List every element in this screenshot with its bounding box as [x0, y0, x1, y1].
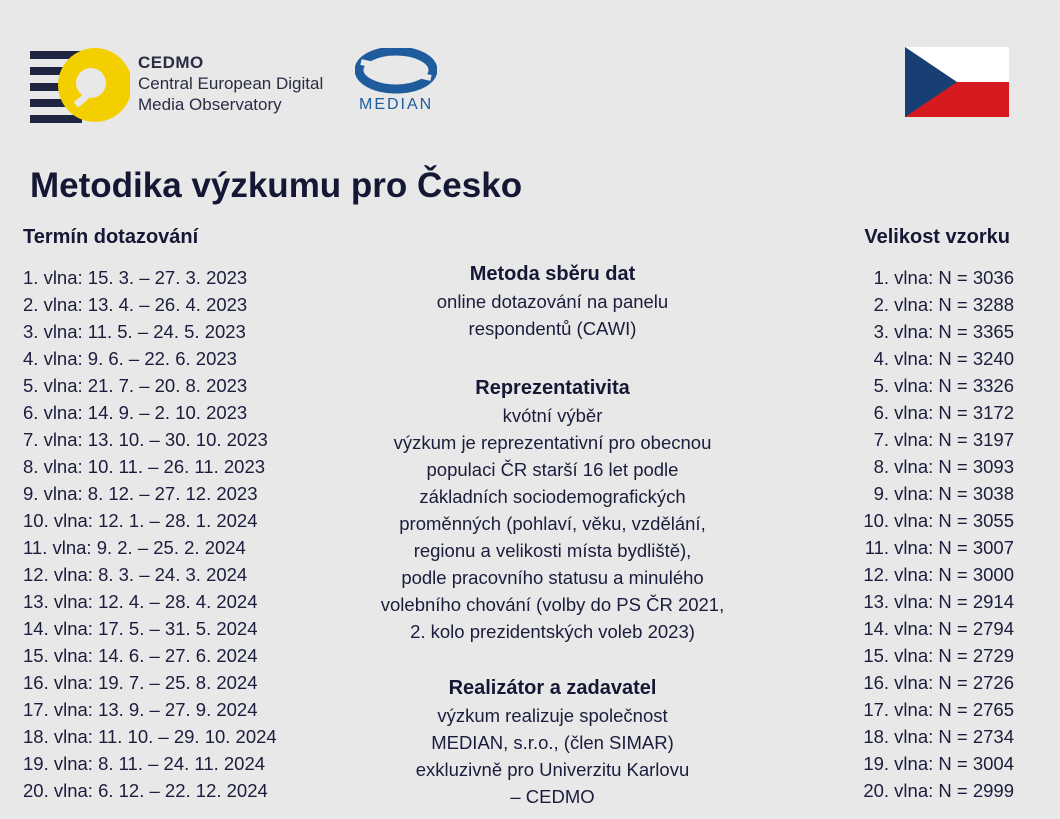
wave-date-item: 15. vlna: 14. 6. – 27. 6. 2024 [23, 645, 258, 666]
cedmo-wordmark [138, 52, 323, 115]
wave-date-item: 5. vlna: 21. 7. – 20. 8. 2023 [23, 375, 248, 396]
wave-date-item: 9. vlna: 8. 12. – 27. 12. 2023 [23, 483, 258, 504]
wave-date-item: 13. vlna: 12. 4. – 28. 4. 2024 [23, 591, 258, 612]
sample-size-item: 16. vlna: N = 2726 [863, 672, 1014, 693]
page-title: Metodika výzkumu pro Česko [30, 166, 523, 205]
wave-date-item: 6. vlna: 14. 9. – 2. 10. 2023 [23, 402, 248, 423]
survey-dates-list [23, 264, 277, 804]
realizer-section [330, 675, 775, 810]
representativeness-heading: Reprezentativita [475, 377, 630, 399]
median-logo [355, 48, 445, 118]
survey-dates-heading: Termín dotazování [23, 226, 199, 248]
realizer-line: výzkum realizuje společnost [437, 705, 668, 726]
sample-size-item: 12. vlna: N = 3000 [863, 564, 1014, 585]
sample-size-item: 1. vlna: N = 3036 [873, 267, 1014, 288]
realizer-heading: Realizátor a zadavatel [448, 677, 657, 699]
wave-date-item: 19. vlna: 8. 11. – 24. 11. 2024 [23, 753, 266, 774]
sample-size-item: 6. vlna: N = 3172 [873, 402, 1014, 423]
representativeness-line: základních sociodemografických [419, 486, 686, 507]
sample-size-item: 19. vlna: N = 3004 [863, 753, 1014, 774]
representativeness-line: 2. kolo prezidentských voleb 2023) [410, 621, 695, 642]
sample-size-item: 20. vlna: N = 2999 [863, 780, 1014, 801]
representativeness-line: proměnných (pohlaví, věku, vzdělání, [399, 513, 706, 534]
wave-date-item: 3. vlna: 11. 5. – 24. 5. 2023 [23, 321, 246, 342]
realizer-line: – CEDMO [510, 786, 595, 807]
representativeness-line: volebního chování (volby do PS ČR 2021, [380, 594, 725, 615]
sample-size-item: 11. vlna: N = 3007 [864, 537, 1014, 558]
sample-size-item: 17. vlna: N = 2765 [863, 699, 1014, 720]
wave-date-item: 18. vlna: 11. 10. – 29. 10. 2024 [23, 726, 277, 747]
sample-size-item: 18. vlna: N = 2734 [863, 726, 1014, 747]
wave-date-item: 17. vlna: 13. 9. – 27. 9. 2024 [23, 699, 258, 720]
method-line: online dotazování na panelu [436, 291, 669, 312]
sample-size-item: 9. vlna: N = 3038 [873, 483, 1014, 504]
cedmo-logo [30, 45, 350, 125]
wave-date-item: 16. vlna: 19. 7. – 25. 8. 2024 [23, 672, 258, 693]
wave-date-item: 1. vlna: 15. 3. – 27. 3. 2023 [23, 267, 248, 288]
median-emblem-icon [355, 48, 437, 94]
sample-size-item: 10. vlna: N = 3055 [863, 510, 1014, 531]
realizer-line: MEDIAN, s.r.o., (člen SIMAR) [431, 732, 674, 753]
sample-size-item: 2. vlna: N = 3288 [873, 294, 1014, 315]
sample-size-item: 7. vlna: N = 3197 [873, 429, 1014, 450]
sample-size-item: 5. vlna: N = 3326 [873, 375, 1014, 396]
wave-date-item: 7. vlna: 13. 10. – 30. 10. 2023 [23, 429, 268, 450]
representativeness-line: kvótní výběr [502, 405, 603, 426]
method-heading: Metoda sběru dat [469, 263, 636, 285]
sample-size-item: 13. vlna: N = 2914 [863, 591, 1014, 612]
representativeness-line: populaci ČR starší 16 let podle [426, 459, 679, 480]
wave-date-item: 11. vlna: 9. 2. – 25. 2. 2024 [23, 537, 246, 558]
method-section [330, 261, 775, 342]
representativeness-line: výzkum je reprezentativní pro obecnou [393, 432, 712, 453]
wave-date-item: 4. vlna: 9. 6. – 22. 6. 2023 [23, 348, 237, 369]
wave-date-item: 14. vlna: 17. 5. – 31. 5. 2024 [23, 618, 258, 639]
wave-date-item: 20. vlna: 6. 12. – 22. 12. 2024 [23, 780, 268, 801]
cedmo-emblem-icon [30, 45, 130, 125]
sample-size-item: 15. vlna: N = 2729 [863, 645, 1014, 666]
sample-size-item: 4. vlna: N = 3240 [873, 348, 1014, 369]
representativeness-section [330, 375, 775, 645]
sample-size-item: 3. vlna: N = 3365 [873, 321, 1014, 342]
wave-date-item: 10. vlna: 12. 1. – 28. 1. 2024 [23, 510, 258, 531]
sample-size-list [863, 264, 1014, 804]
sample-size-item: 8. vlna: N = 3093 [873, 456, 1014, 477]
wave-date-item: 12. vlna: 8. 3. – 24. 3. 2024 [23, 564, 248, 585]
method-line: respondentů (CAWI) [468, 318, 637, 339]
wave-date-item: 8. vlna: 10. 11. – 26. 11. 2023 [23, 456, 266, 477]
cedmo-line-1: Central European Digital [138, 74, 324, 93]
sample-size-heading: Velikost vzorku [864, 226, 1010, 248]
median-wordmark: MEDIAN [359, 96, 434, 113]
sample-size-item: 14. vlna: N = 2794 [863, 618, 1014, 639]
cedmo-brand: CEDMO [138, 53, 204, 72]
representativeness-line: regionu a velikosti místa bydliště), [413, 540, 692, 561]
realizer-line: exkluzivně pro Univerzitu Karlovu [415, 759, 690, 780]
representativeness-line: podle pracovního statusu a minulého [401, 567, 704, 588]
cedmo-line-2: Media Observatory [138, 95, 282, 114]
wave-date-item: 2. vlna: 13. 4. – 26. 4. 2023 [23, 294, 248, 315]
czech-flag-icon [905, 47, 1009, 117]
